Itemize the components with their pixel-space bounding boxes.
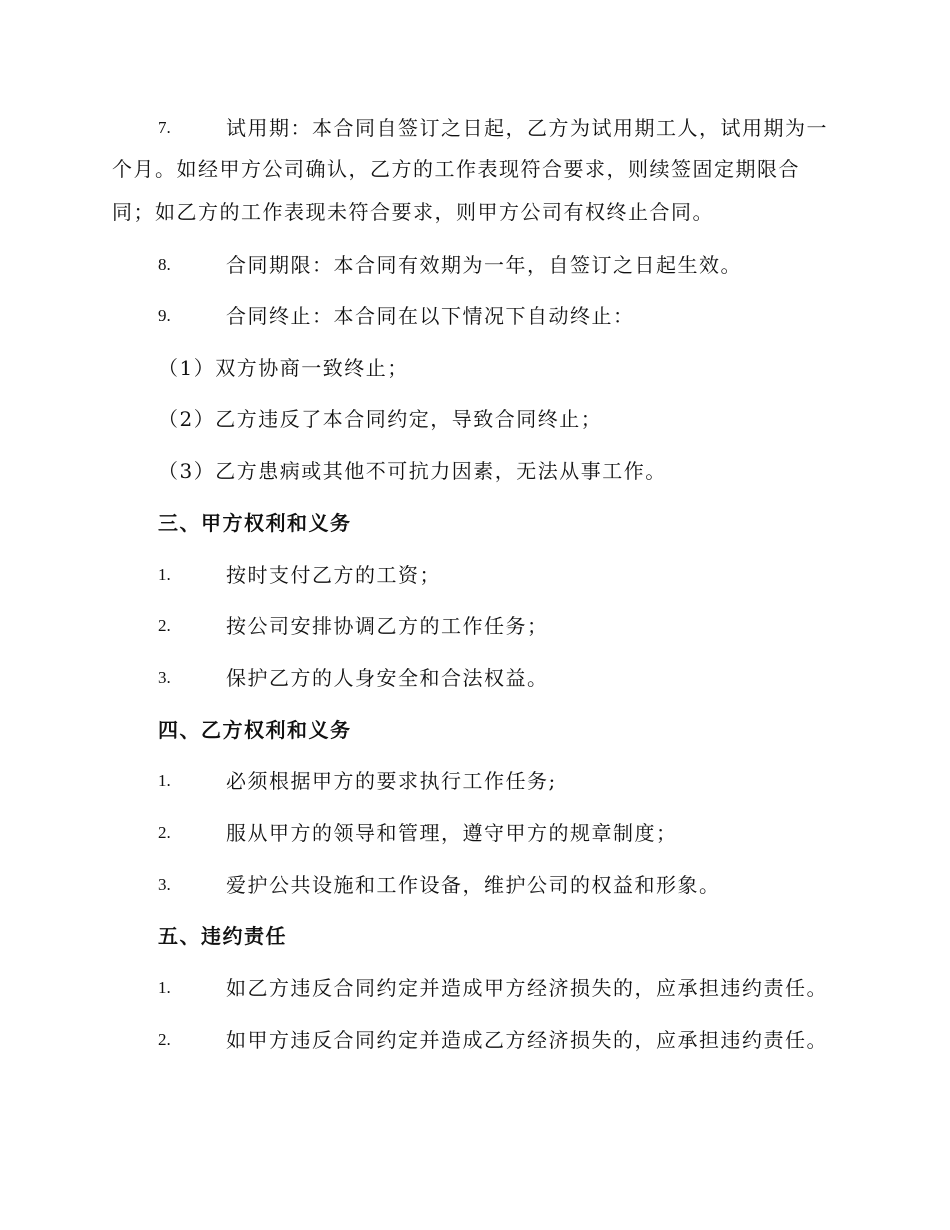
- clause-9-number: 9.: [158, 306, 171, 325]
- section-5-item-1-number: 1.: [158, 978, 171, 997]
- section-3-item-1-number: 1.: [158, 565, 171, 584]
- section-4-item-3-text: 爱护公共设施和工作设备，维护公司的权益和形象。: [226, 873, 721, 897]
- section-4-item-2-text: 服从甲方的领导和管理，遵守甲方的规章制度；: [226, 821, 678, 845]
- section-4-item-1-text: 必须根据甲方的要求执行工作任务;: [226, 769, 557, 793]
- clause-7-line-2: 个月。如经甲方公司确认，乙方的工作表现符合要求，则续签固定期限合: [112, 157, 800, 181]
- clause-9-text: 合同终止：本合同在以下情况下自动终止：: [226, 304, 635, 328]
- clause-7-line-3: 同；如乙方的工作表现未符合要求，则甲方公司有权终止合同。: [112, 200, 714, 224]
- section-4-item-2-number: 2.: [158, 823, 171, 842]
- section-5-item-1-text: 如乙方违反合同约定并造成甲方经济损失的，应承担违约责任。: [226, 976, 828, 1000]
- clause-7-number: 7.: [158, 118, 171, 137]
- section-3-item-1-text: 按时支付乙方的工资；: [226, 563, 441, 587]
- section-3-item-3-text: 保护乙方的人身安全和合法权益。: [226, 666, 549, 690]
- termination-item-2: （2）乙方违反了本合同约定，导致合同终止；: [158, 407, 603, 431]
- section-5-heading: 五、违约责任: [158, 924, 287, 948]
- section-5-item-2-number: 2.: [158, 1030, 171, 1049]
- termination-item-1: （1）双方协商一致终止；: [158, 356, 409, 380]
- clause-8-number: 8.: [158, 255, 171, 274]
- section-3-item-2-text: 按公司安排协调乙方的工作任务；: [226, 614, 549, 638]
- clause-7-line-1: 试用期：本合同自签订之日起，乙方为试用期工人，试用期为一: [226, 116, 828, 140]
- section-3-item-2-number: 2.: [158, 616, 171, 635]
- termination-item-3: （3）乙方患病或其他不可抗力因素，无法从事工作。: [158, 459, 667, 483]
- section-4-heading: 四、乙方权利和义务: [158, 718, 352, 742]
- section-4-item-3-number: 3.: [158, 875, 171, 894]
- section-3-heading: 三、甲方权利和义务: [158, 511, 352, 535]
- section-3-item-3-number: 3.: [158, 668, 171, 687]
- section-4-item-1-number: 1.: [158, 771, 171, 790]
- section-5-item-2-text: 如甲方违反合同约定并造成乙方经济损失的，应承担违约责任。: [226, 1028, 828, 1052]
- clause-8-text: 合同期限：本合同有效期为一年，自签订之日起生效。: [226, 253, 742, 277]
